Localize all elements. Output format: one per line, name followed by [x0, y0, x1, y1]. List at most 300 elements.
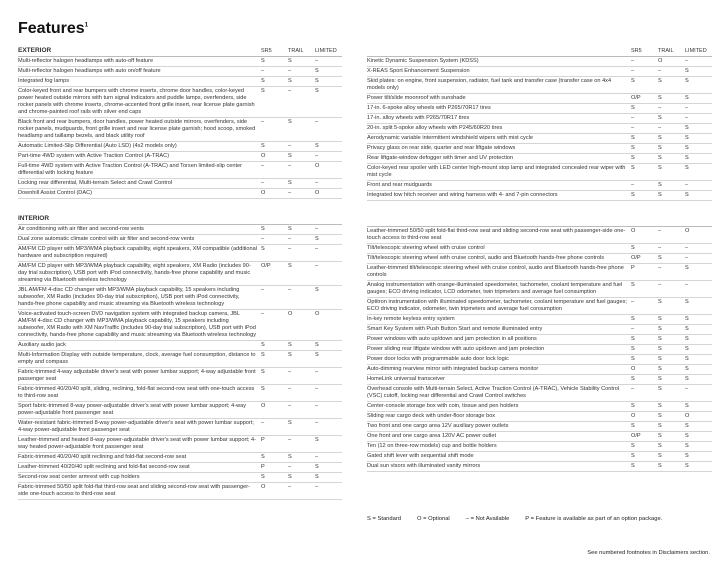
value-limited: –: [315, 454, 319, 460]
value-sr5: –: [631, 125, 635, 131]
value-sr5: –: [261, 119, 265, 125]
feature-label: Full-time 4WD system with Active Traction Control (A-TRAC) and Torsen limited-slip center differential with locking feature: [18, 163, 243, 176]
section-header-exterior-cont: [367, 45, 712, 57]
feature-label: 17-in. 6-spoke alloy wheels with P265/70R17 tires: [367, 105, 491, 111]
value-sr5: –: [631, 386, 635, 392]
feature-label: Sliding rear cargo deck with under-floor storage box: [367, 413, 496, 419]
value-limited: S: [315, 464, 319, 470]
feature-label: HomeLink universal transceiver: [367, 376, 446, 382]
table-row: [18, 152, 342, 162]
value-limited: S: [685, 78, 689, 84]
table-row: [18, 57, 342, 67]
value-trail: S: [658, 443, 662, 449]
value-sr5: S: [631, 135, 635, 141]
value-limited: S: [685, 336, 689, 342]
table-row: [18, 286, 342, 310]
value-limited: –: [685, 245, 689, 251]
value-trail: S: [658, 155, 662, 161]
value-limited: –: [315, 153, 319, 159]
value-sr5: S: [631, 346, 635, 352]
value-limited: –: [315, 369, 319, 375]
value-trail: S: [658, 366, 662, 372]
value-sr5: –: [631, 299, 635, 305]
section-header-interior-cont: [367, 215, 712, 227]
value-limited: –: [685, 386, 689, 392]
table-row: [18, 162, 342, 179]
table-row: [367, 164, 712, 181]
value-sr5: P: [261, 464, 265, 470]
table-row: [367, 462, 712, 472]
table-row: [18, 142, 342, 152]
value-trail: S: [658, 453, 662, 459]
value-trail: S: [658, 376, 662, 382]
legend-package: P = Feature is available as part of an option package.: [525, 516, 663, 522]
value-sr5: –: [631, 326, 635, 332]
value-sr5: O: [631, 366, 636, 372]
table-row: [18, 402, 342, 419]
feature-label: In-key remote keyless entry system: [367, 316, 455, 322]
value-trail: –: [288, 190, 292, 196]
table-row: [367, 191, 712, 201]
value-trail: S: [658, 433, 662, 439]
value-limited: –: [685, 115, 689, 121]
value-sr5: P: [631, 265, 635, 271]
col-header-sr5: SR5: [261, 47, 272, 54]
value-sr5: –: [631, 68, 635, 74]
value-limited: S: [315, 78, 319, 84]
table-row: [367, 432, 712, 442]
feature-label: Locking rear differential, Multi-terrain Select and Crawl Control: [18, 180, 173, 186]
feature-label: Auto-dimming rearview mirror with integrated backup camera monitor: [367, 366, 539, 372]
value-sr5: S: [261, 88, 265, 94]
value-sr5: O: [261, 153, 266, 159]
feature-label: Leather-trimmed tilt/telescopic steering wheel with cruise control, audio and Bluetooth hands-free phone controls: [367, 265, 624, 278]
value-sr5: O/P: [631, 433, 641, 439]
value-sr5: P: [261, 437, 265, 443]
value-limited: S: [685, 95, 689, 101]
table-row: [367, 335, 712, 345]
value-limited: –: [315, 246, 319, 252]
value-sr5: S: [631, 453, 635, 459]
value-limited: –: [315, 263, 319, 269]
feature-label: Fabric-trimmed 40/20/40 split reclining and fold-flat second-row seat: [18, 454, 187, 460]
value-trail: –: [288, 464, 292, 470]
value-sr5: S: [631, 165, 635, 171]
value-sr5: S: [261, 369, 265, 375]
table-row: [367, 154, 712, 164]
value-trail: S: [658, 115, 662, 121]
value-sr5: O/P: [631, 255, 641, 261]
value-limited: S: [315, 143, 319, 149]
value-sr5: –: [261, 311, 265, 317]
table-row: [367, 181, 712, 191]
table-row: [18, 351, 342, 368]
legend-standard: S = Standard: [367, 516, 402, 522]
feature-label: Fabric-trimmed 50/50 split fold-flat third-row seat and sliding second-row seat with passenger-side one-touch access to third-row seat: [18, 484, 250, 497]
value-limited: S: [685, 403, 689, 409]
value-sr5: S: [261, 246, 265, 252]
value-limited: S: [315, 342, 319, 348]
value-limited: S: [685, 165, 689, 171]
value-limited: S: [315, 68, 319, 74]
value-sr5: –: [261, 236, 265, 242]
value-sr5: S: [631, 282, 635, 288]
value-sr5: –: [261, 180, 265, 186]
table-row: [18, 77, 342, 87]
value-trail: –: [288, 163, 292, 169]
table-row: [367, 355, 712, 365]
table-row: [367, 422, 712, 432]
feature-label: Power door locks with programmable auto door lock logic: [367, 356, 509, 362]
value-limited: S: [685, 135, 689, 141]
interior-table: [18, 225, 342, 500]
feature-label: Center-console storage box with coin, tissue and pen holders: [367, 403, 519, 409]
value-limited: –: [685, 282, 689, 288]
value-limited: S: [315, 88, 319, 94]
value-trail: O: [658, 58, 663, 64]
value-sr5: O: [631, 228, 636, 234]
value-sr5: S: [631, 376, 635, 382]
value-limited: S: [685, 155, 689, 161]
value-sr5: O: [261, 484, 266, 490]
feature-label: Power sliding rear liftgate window with auto up/down and jam protection: [367, 346, 545, 352]
table-row: [367, 442, 712, 452]
feature-label: Gated shift lever with sequential shift mode: [367, 453, 474, 459]
feature-label: Auxiliary audio jack: [18, 342, 66, 348]
feature-label: Front and rear mudguards: [367, 182, 432, 188]
value-limited: S: [685, 125, 689, 131]
value-sr5: S: [261, 58, 265, 64]
value-sr5: S: [261, 454, 265, 460]
value-sr5: S: [631, 403, 635, 409]
feature-label: One front and one cargo area 120V AC power outlet: [367, 433, 497, 439]
col-header-limited: LIMITED: [315, 47, 337, 54]
value-limited: –: [315, 420, 319, 426]
value-trail: S: [658, 386, 662, 392]
value-limited: O: [685, 413, 690, 419]
value-limited: S: [685, 443, 689, 449]
feature-label: Automatic Limited-Slip Differential (Auto LSD) (4x2 models only): [18, 143, 177, 149]
value-limited: S: [685, 376, 689, 382]
value-trail: S: [658, 463, 662, 469]
table-row: [18, 179, 342, 189]
feature-label: Color-keyed front and rear bumpers with chrome inserts, chrome door handles, color-keyed power heated outside mirrors with turn signal indicators and puddle lamps, overfenders, side rocker panels with chrome inserts, chrome-accented front grille insert, rear license plate garnish and chrome-painted roof rails with silver end caps: [18, 88, 255, 115]
value-limited: –: [685, 58, 689, 64]
exterior-table-cont: [367, 57, 712, 201]
value-limited: S: [685, 68, 689, 74]
value-limited: O: [315, 163, 320, 169]
value-limited: S: [685, 346, 689, 352]
feature-label: Fabric-trimmed 4-way adjustable driver's seat with power lumbar support; 4-way adjustable front passenger seat: [18, 369, 256, 382]
value-sr5: –: [261, 68, 265, 74]
value-trail: –: [658, 105, 662, 111]
legend-optional: O = Optional: [417, 516, 450, 522]
value-trail: S: [658, 346, 662, 352]
right-column: [367, 45, 712, 472]
table-row: [18, 436, 342, 453]
value-limited: –: [315, 180, 319, 186]
feature-label: Black front and rear bumpers, door handles, power heated outside mirrors, overfenders, side rocker panels, mudguards, front grille insert and rear license plate garnish; hood scoop, smoked headlamp and taillamp bezels, and black utility roof: [18, 119, 256, 139]
value-trail: –: [288, 287, 292, 293]
value-trail: S: [288, 119, 292, 125]
value-trail: S: [658, 182, 662, 188]
exterior-table: [18, 57, 342, 199]
value-trail: –: [658, 282, 662, 288]
value-trail: –: [288, 143, 292, 149]
feature-label: Part-time 4WD system with Active Traction Control (A-TRAC): [18, 153, 170, 159]
col-header-trail: TRAIL: [658, 47, 674, 54]
value-sr5: S: [261, 474, 265, 480]
col-header-sr5: SR5: [631, 47, 642, 54]
footnote: See numbered footnotes in Disclaimers section.: [587, 550, 710, 556]
value-limited: O: [315, 190, 320, 196]
feature-label: Optitron instrumentation with illuminated speedometer, tachometer, coolant temperature and fuel gauges; ECO driving indicator, odometer, twin tripmeters and average fuel consumption: [367, 299, 627, 312]
value-limited: S: [685, 299, 689, 305]
value-trail: –: [658, 68, 662, 74]
value-trail: –: [288, 246, 292, 252]
table-row: [367, 452, 712, 462]
feature-label: 20-in. split 5-spoke alloy wheels with P245/60R20 tires: [367, 125, 503, 131]
value-sr5: S: [261, 386, 265, 392]
table-row: [367, 345, 712, 355]
value-limited: S: [685, 356, 689, 362]
feature-label: Integrated tow hitch receiver and wiring harness with 4- and 7-pin connectors: [367, 192, 558, 198]
legend: [367, 516, 662, 522]
value-sr5: O: [261, 190, 266, 196]
table-row: [18, 310, 342, 341]
value-trail: –: [288, 484, 292, 490]
legend-not-available: – = Not Available: [465, 516, 510, 522]
value-limited: –: [315, 119, 319, 125]
value-limited: –: [685, 182, 689, 188]
value-trail: S: [288, 263, 292, 269]
value-trail: S: [288, 78, 292, 84]
value-sr5: O: [261, 403, 266, 409]
table-row: [18, 118, 342, 142]
value-sr5: –: [631, 58, 635, 64]
value-trail: –: [658, 245, 662, 251]
value-trail: S: [658, 299, 662, 305]
value-limited: S: [315, 437, 319, 443]
value-sr5: S: [631, 316, 635, 322]
feature-label: Tilt/telescopic steering wheel with cruise control, audio and Bluetooth hands-free phone controls: [367, 255, 605, 261]
value-sr5: S: [261, 78, 265, 84]
feature-label: Leather-trimmed 40/20/40 split reclining and fold-flat second-row seat: [18, 464, 190, 470]
value-sr5: S: [261, 352, 265, 358]
feature-label: Sport fabric-trimmed 8-way power-adjustable driver's seat with power lumbar support; 4-way power-adjustable front passenger seat: [18, 403, 247, 416]
feature-label: Power tilt/slide moonroof with sunshade: [367, 95, 466, 101]
feature-label: Fabric-trimmed 40/20/40 split, sliding, reclining, fold-flat second-row seat with one-touch access to third-row seat: [18, 386, 255, 399]
value-trail: S: [288, 342, 292, 348]
value-sr5: –: [261, 420, 265, 426]
value-trail: S: [658, 135, 662, 141]
value-trail: S: [658, 95, 662, 101]
value-limited: S: [685, 423, 689, 429]
col-header-limited: LIMITED: [685, 47, 707, 54]
feature-label: JBL AM/FM 4-disc CD changer with MP3/WMA playback capability, 15 speakers including subwoofer, XM Radio (includes 90-day trial subscription), USB port with iPod connectivity, hands-free phone capability and music streaming via Bluetooth wireless technology: [18, 287, 240, 307]
feature-label: Analog instrumentation with orange-illuminated speedometer, tachometer, coolant temperature and fuel gauges; ECO driving indicator, LCD odometer, twin tripmeters and average fuel consumption: [367, 282, 623, 295]
value-sr5: S: [261, 342, 265, 348]
value-trail: S: [658, 356, 662, 362]
feature-label: Ten (12 on three-row models) cup and bottle holders: [367, 443, 497, 449]
value-limited: S: [685, 316, 689, 322]
col-header-trail: TRAIL: [288, 47, 304, 54]
value-trail: S: [658, 403, 662, 409]
table-row: [367, 315, 712, 325]
table-row: [367, 244, 712, 254]
value-limited: S: [315, 287, 319, 293]
value-trail: S: [658, 413, 662, 419]
value-limited: –: [685, 255, 689, 261]
value-limited: S: [315, 236, 319, 242]
value-limited: S: [685, 192, 689, 198]
value-sr5: S: [631, 192, 635, 198]
value-limited: S: [685, 145, 689, 151]
table-row: [367, 227, 712, 244]
value-trail: S: [658, 336, 662, 342]
value-trail: –: [288, 88, 292, 94]
table-row: [18, 341, 342, 351]
value-sr5: S: [261, 226, 265, 232]
value-trail: –: [288, 403, 292, 409]
table-row: [18, 453, 342, 463]
value-sr5: S: [631, 336, 635, 342]
table-row: [367, 298, 712, 315]
feature-label: Integrated fog lamps: [18, 78, 69, 84]
value-limited: –: [315, 226, 319, 232]
table-row: [18, 483, 342, 500]
value-trail: S: [288, 420, 292, 426]
value-sr5: –: [261, 163, 265, 169]
value-sr5: –: [261, 287, 265, 293]
table-row: [18, 189, 342, 199]
table-row: [367, 412, 712, 422]
value-trail: S: [658, 78, 662, 84]
table-row: [367, 67, 712, 77]
value-trail: S: [658, 165, 662, 171]
feature-label: 17-in. alloy wheels with P265/70R17 tires: [367, 115, 470, 121]
table-row: [18, 235, 342, 245]
table-row: [18, 473, 342, 483]
value-limited: S: [685, 463, 689, 469]
feature-label: Aerodynamic variable intermittent windshield wipers with mist cycle: [367, 135, 534, 141]
feature-label: AM/FM CD player with MP3/WMA playback capability, eight speakers, XM compatible (additional hardware and subscription required): [18, 246, 257, 259]
value-sr5: O/P: [261, 263, 271, 269]
value-limited: S: [685, 366, 689, 372]
table-row: [367, 134, 712, 144]
value-trail: –: [288, 386, 292, 392]
value-limited: –: [315, 386, 319, 392]
value-sr5: O: [631, 413, 636, 419]
section-title: INTERIOR: [18, 215, 50, 222]
value-limited: S: [315, 474, 319, 480]
table-row: [367, 264, 712, 281]
table-row: [367, 57, 712, 67]
value-limited: S: [685, 433, 689, 439]
table-row: [367, 375, 712, 385]
table-row: [367, 104, 712, 114]
feature-label: Multi-reflector halogen headlamps with auto-off feature: [18, 58, 154, 64]
value-sr5: S: [261, 143, 265, 149]
value-sr5: O/P: [631, 95, 641, 101]
table-row: [18, 419, 342, 436]
table-row: [367, 144, 712, 154]
section-title: EXTERIOR: [18, 47, 52, 54]
value-trail: S: [658, 145, 662, 151]
feature-label: Water-resistant fabric-trimmed 8-way power-adjustable driver's seat with power lumbar support; 4-way power-adjustable front passenger seat: [18, 420, 254, 433]
left-column: [18, 45, 342, 500]
table-row: [18, 368, 342, 385]
value-trail: S: [658, 326, 662, 332]
value-trail: –: [658, 228, 662, 234]
value-limited: S: [685, 453, 689, 459]
feature-label: Second-row seat center armrest with cup holders: [18, 474, 140, 480]
feature-label: Tilt/telescopic steering wheel with cruise control: [367, 245, 485, 251]
value-trail: S: [288, 352, 292, 358]
table-row: [18, 87, 342, 118]
table-row: [367, 254, 712, 264]
value-sr5: S: [631, 443, 635, 449]
feature-label: Skid plates: on engine, front suspension, radiator, fuel tank and transfer case (transfer case on 4x4 models only): [367, 78, 612, 91]
feature-label: Leather-trimmed and heated 8-way power-adjustable driver's seat with power lumbar support; 4-way heated power-adjustable front passenger seat: [18, 437, 256, 450]
value-trail: –: [288, 236, 292, 242]
value-sr5: S: [631, 155, 635, 161]
value-limited: O: [315, 311, 320, 317]
table-row: [18, 67, 342, 77]
table-row: [367, 365, 712, 375]
value-limited: O: [685, 228, 690, 234]
value-trail: S: [288, 226, 292, 232]
feature-label: Dual zone automatic climate control with air filter and second-row vents: [18, 236, 195, 242]
table-row: [367, 325, 712, 335]
page-title: Features$^1$: [18, 20, 89, 37]
value-sr5: S: [631, 423, 635, 429]
section-header-exterior: [18, 45, 342, 57]
feature-label: Voice-activated touch-screen DVD navigation system with integrated backup camera, JBL AM/FM 4-disc CD changer with MP3/WMA playback capability, 15 speakers including subwoofer, XM Radio with XM NavTraffic (includes 90-day trial subscription), USB port with iPod connectivity, hands-free phone capability and music streaming via Bluetooth wireless technology: [18, 311, 257, 338]
feature-label: AM/FM CD player with MP3/WMA playback capability, eight speakers, XM Radio (includes 90-day trial subscription), USB port with iPod connectivity, hands-free phone capability and music streaming via Bluetooth wireless technology: [18, 263, 251, 283]
table-row: [367, 281, 712, 298]
feature-label: Air conditioning with air filter and second-row vents: [18, 226, 144, 232]
table-row: [18, 463, 342, 473]
table-row: [18, 262, 342, 286]
feature-label: Overhead console with Multi-terrain Select, Active Traction Control (A-TRAC), Vehicle Stability Control (VSC) cutoff, locking rear differential and Crawl Control switches: [367, 386, 620, 399]
value-sr5: –: [631, 115, 635, 121]
value-trail: S: [658, 192, 662, 198]
value-sr5: S: [631, 145, 635, 151]
table-row: [18, 385, 342, 402]
value-trail: S: [288, 153, 292, 159]
table-row: [18, 225, 342, 235]
feature-label: Power windows with auto up/down and jam protection in all positions: [367, 336, 537, 342]
feature-label: Dual sun visors with illuminated vanity mirrors: [367, 463, 481, 469]
value-trail: S: [288, 180, 292, 186]
value-limited: –: [685, 105, 689, 111]
table-row: [18, 245, 342, 262]
interior-table-cont: [367, 227, 712, 472]
feature-label: Rear liftgate-window defogger with timer and UV protection: [367, 155, 514, 161]
value-sr5: S: [631, 105, 635, 111]
value-trail: –: [288, 437, 292, 443]
table-row: [367, 385, 712, 402]
value-sr5: –: [631, 182, 635, 188]
table-row: [367, 77, 712, 94]
feature-label: Smart Key System with Push Button Start and remote illuminated entry: [367, 326, 543, 332]
feature-label: X-REAS Sport Enhancement Suspension: [367, 68, 470, 74]
value-sr5: S: [631, 356, 635, 362]
feature-label: Multi-Information Display with outside temperature, clock, average fuel consumption, distance to empty and compass: [18, 352, 256, 365]
feature-label: Two front and one cargo area 12V auxiliary power outlets: [367, 423, 509, 429]
section-header-interior: [18, 213, 342, 225]
